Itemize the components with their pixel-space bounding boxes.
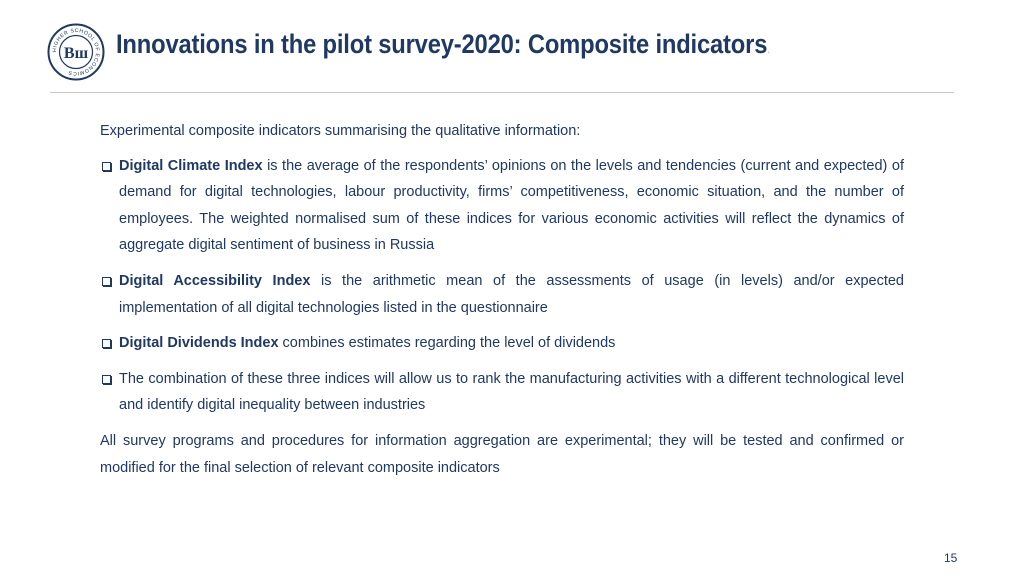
bullet-text: combines estimates regarding the level of dividends — [278, 335, 616, 352]
bullet-text: is the average of the respondents’ opinions on the levels and tendencies (current and expected) of demand for digital technologies, labour productivity, firms’ competitiveness, economic situation, and the number of employees. The weighted normalised sum of these indices for various economic activities will reflect the dynamics of aggregate digital sentiment of business in Russia — [119, 157, 904, 254]
bullet-text: is the arithmetic mean of the assessments of usage (in levels) and/or expected implementation of all digital technologies listed in the questionnaire — [119, 272, 905, 316]
intro-text: Experimental composite indicators summarising the qualitative information: — [100, 123, 581, 139]
logo-ring-text: HIGHER SCHOOL OF ECONOMICS — [51, 27, 101, 77]
bullet-combination — [100, 366, 904, 419]
checkbox-bullet-icon — [102, 339, 111, 348]
page-number: 15 — [944, 551, 958, 565]
header-divider — [50, 92, 954, 93]
bullet-text: The combination of these three indices will allow us to rank the manufacturing activities with a different technological level and identify digital inequality between industries — [119, 370, 904, 414]
bullet-digital-dividends-index — [100, 330, 904, 357]
bullet-term: Digital Dividends Index — [119, 335, 279, 352]
title-trailing-mark: . — [767, 42, 771, 56]
slide-body — [100, 118, 904, 481]
checkbox-bullet-icon — [102, 375, 111, 384]
bullet-term: Digital Accessibility Index — [119, 272, 311, 289]
logo-monogram: Вш — [63, 45, 89, 62]
bullet-term: Digital Climate Index — [119, 157, 263, 174]
page-title — [116, 29, 770, 60]
checkbox-bullet-icon — [102, 277, 111, 286]
bullet-digital-accessibility-index — [100, 268, 904, 321]
title-text: Innovations in the pilot survey-2020: Composite indicators — [116, 29, 768, 59]
university-logo — [47, 23, 105, 81]
bullet-digital-climate-index — [100, 153, 904, 259]
closing-text: All survey programs and procedures for information aggregation are experimental; they will be tested and confirmed or modified for the final selection of relevant composite indicators — [100, 432, 904, 476]
checkbox-bullet-icon — [102, 162, 111, 171]
